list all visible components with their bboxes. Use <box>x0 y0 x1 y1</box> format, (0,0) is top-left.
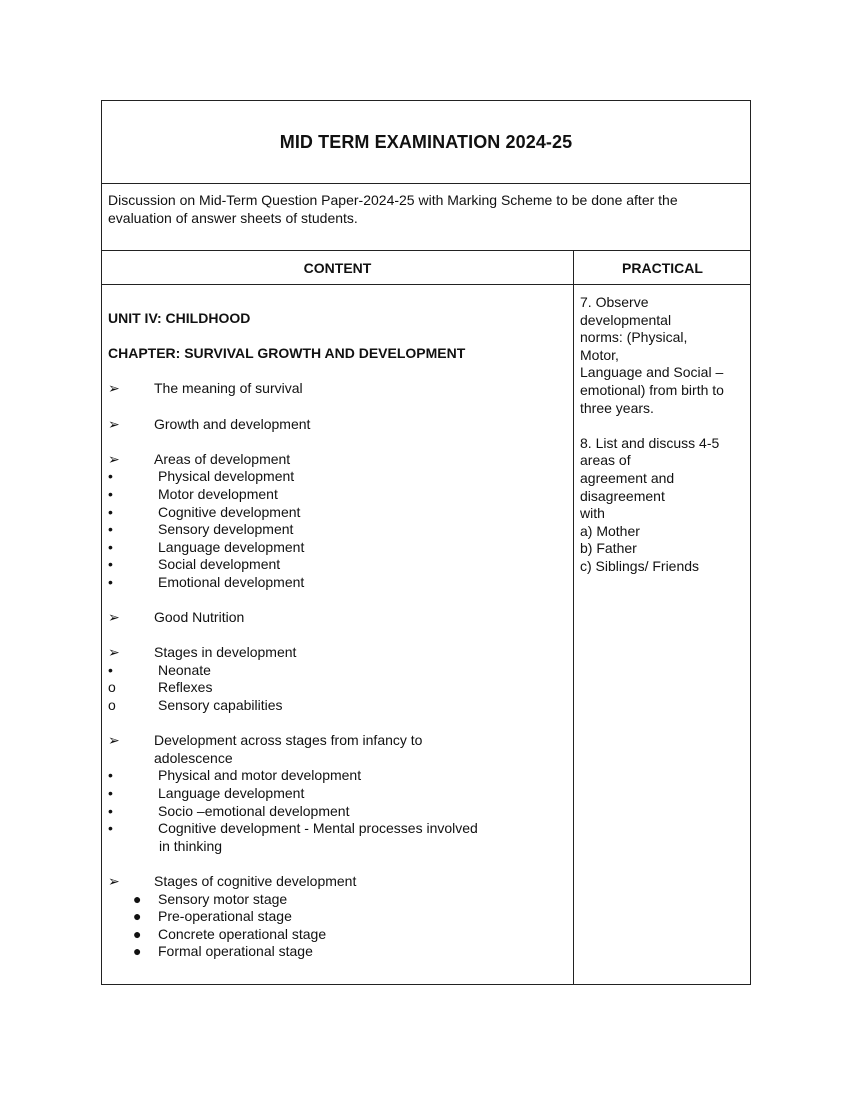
dot-marker: ● <box>133 943 142 960</box>
sub-item-continuation: in thinking <box>159 837 223 854</box>
bullet-marker: • <box>108 556 113 573</box>
bullet-marker: • <box>108 661 113 678</box>
sub-item-text: Cognitive development - Mental processes involved <box>158 820 478 837</box>
sub-item <box>102 468 573 486</box>
intro-line: Discussion on Mid-Term Question Paper-2024-25 with Marking Scheme to be done after the <box>108 192 678 208</box>
practical-line: three years. <box>580 399 654 416</box>
sub-item-text: Language development <box>158 538 305 555</box>
practical-line: 8. List and discuss 4-5 <box>580 434 720 451</box>
topic-item <box>102 609 573 627</box>
bullet-marker: • <box>108 767 113 784</box>
sub-item <box>102 662 573 680</box>
practical-line: disagreement <box>580 487 665 504</box>
page-title: MID TERM EXAMINATION 2024-25 <box>279 131 573 152</box>
practical-line: areas of <box>580 452 631 469</box>
intro-row <box>102 184 750 251</box>
sub-item <box>102 820 573 838</box>
sub-item-text: Sensory motor stage <box>158 890 288 907</box>
bullet-marker: • <box>108 802 113 819</box>
sub-item <box>102 767 573 785</box>
topic-title: The meaning of survival <box>154 380 303 397</box>
circle-marker: o <box>108 679 116 696</box>
bullet-marker: • <box>108 573 113 590</box>
bullet-marker: • <box>108 503 113 520</box>
practical-line: norms: (Physical, <box>580 329 688 346</box>
topic-item <box>102 732 573 750</box>
sub-item <box>102 785 573 803</box>
sub-item <box>102 943 573 961</box>
sub-item-text: Formal operational stage <box>158 943 313 960</box>
arrow-marker: ➢ <box>108 644 120 661</box>
arrow-marker: ➢ <box>108 415 120 432</box>
sub-item <box>102 574 573 592</box>
sub-item-text: Neonate <box>158 661 211 678</box>
sub-item-text: Emotional development <box>158 573 305 590</box>
dot-marker: ● <box>133 908 142 925</box>
dot-marker: ● <box>133 890 142 907</box>
practical-column <box>574 285 751 984</box>
practical-line: 7. Observe <box>580 294 649 310</box>
arrow-marker: ➢ <box>108 609 120 626</box>
sub-item <box>102 486 573 504</box>
topic-title: Stages in development <box>154 644 297 661</box>
topic-item <box>102 451 573 469</box>
sub-item-text: Social development <box>158 556 281 573</box>
chapter-heading: CHAPTER: SURVIVAL GROWTH AND DEVELOPMENT <box>108 345 466 362</box>
bullet-marker: • <box>108 538 113 555</box>
topic-title: Stages of cognitive development <box>154 873 357 889</box>
sub-item-text: Physical development <box>158 468 295 485</box>
sub-item <box>102 926 573 944</box>
dot-marker: ● <box>133 925 142 942</box>
practical-line: c) Siblings/ Friends <box>580 557 700 574</box>
sub-item-text: Concrete operational stage <box>158 925 327 942</box>
title-row <box>102 101 750 184</box>
practical-line: Language and Social – <box>580 364 724 381</box>
practical-line: developmental <box>580 311 672 328</box>
bullet-marker: • <box>108 468 113 485</box>
unit-heading: UNIT IV: CHILDHOOD <box>108 310 251 326</box>
content-header: CONTENT <box>303 259 372 276</box>
topic-title: Areas of development <box>154 450 291 467</box>
practical-line: with <box>580 505 605 522</box>
topic-title: Good Nutrition <box>154 609 245 626</box>
circle-marker: o <box>108 697 116 714</box>
topic-title: Development across stages from infancy to <box>154 732 423 749</box>
sub-item <box>102 803 573 821</box>
exam-table <box>101 100 751 985</box>
sub-item-text: Motor development <box>158 485 278 502</box>
topic-item <box>102 416 573 434</box>
header-row <box>102 251 750 285</box>
arrow-marker: ➢ <box>108 380 120 397</box>
intro-line: evaluation of answer sheets of students. <box>108 209 358 226</box>
sub-item <box>102 556 573 574</box>
sub-item-text: Sensory development <box>158 521 294 538</box>
sub-item-text: Language development <box>158 785 305 802</box>
sub-item <box>102 891 573 909</box>
practical-line: emotional) from birth to <box>580 381 724 398</box>
arrow-marker: ➢ <box>108 873 120 889</box>
bullet-marker: • <box>108 820 113 837</box>
bullet-marker: • <box>108 485 113 502</box>
topic-title: Growth and development <box>154 415 311 432</box>
content-column <box>102 285 573 984</box>
sub-item <box>102 679 573 697</box>
practical-line: b) Father <box>580 540 637 557</box>
arrow-marker: ➢ <box>108 732 120 749</box>
sub-item-text: Pre-operational stage <box>158 908 292 925</box>
sub-item <box>102 504 573 522</box>
sub-item-text: Sensory capabilities <box>158 697 283 714</box>
topic-title-continuation: adolescence <box>154 749 233 766</box>
arrow-marker: ➢ <box>108 450 120 467</box>
bullet-marker: • <box>108 785 113 802</box>
practical-line: Motor, <box>580 346 619 363</box>
topic-item <box>102 380 573 398</box>
practical-line: a) Mother <box>580 522 640 539</box>
practical-header: PRACTICAL <box>622 259 703 276</box>
sub-item <box>102 697 573 715</box>
bullet-marker: • <box>108 521 113 538</box>
sub-item-text: Socio –emotional development <box>158 802 350 819</box>
sub-item <box>102 908 573 926</box>
sub-item <box>102 539 573 557</box>
sub-item-text: Cognitive development <box>158 503 301 520</box>
sub-item <box>102 521 573 539</box>
topic-item <box>102 644 573 662</box>
topic-item <box>102 873 573 891</box>
sub-item-text: Physical and motor development <box>158 767 362 784</box>
sub-item-text: Reflexes <box>158 679 213 696</box>
practical-line: agreement and <box>580 469 675 486</box>
